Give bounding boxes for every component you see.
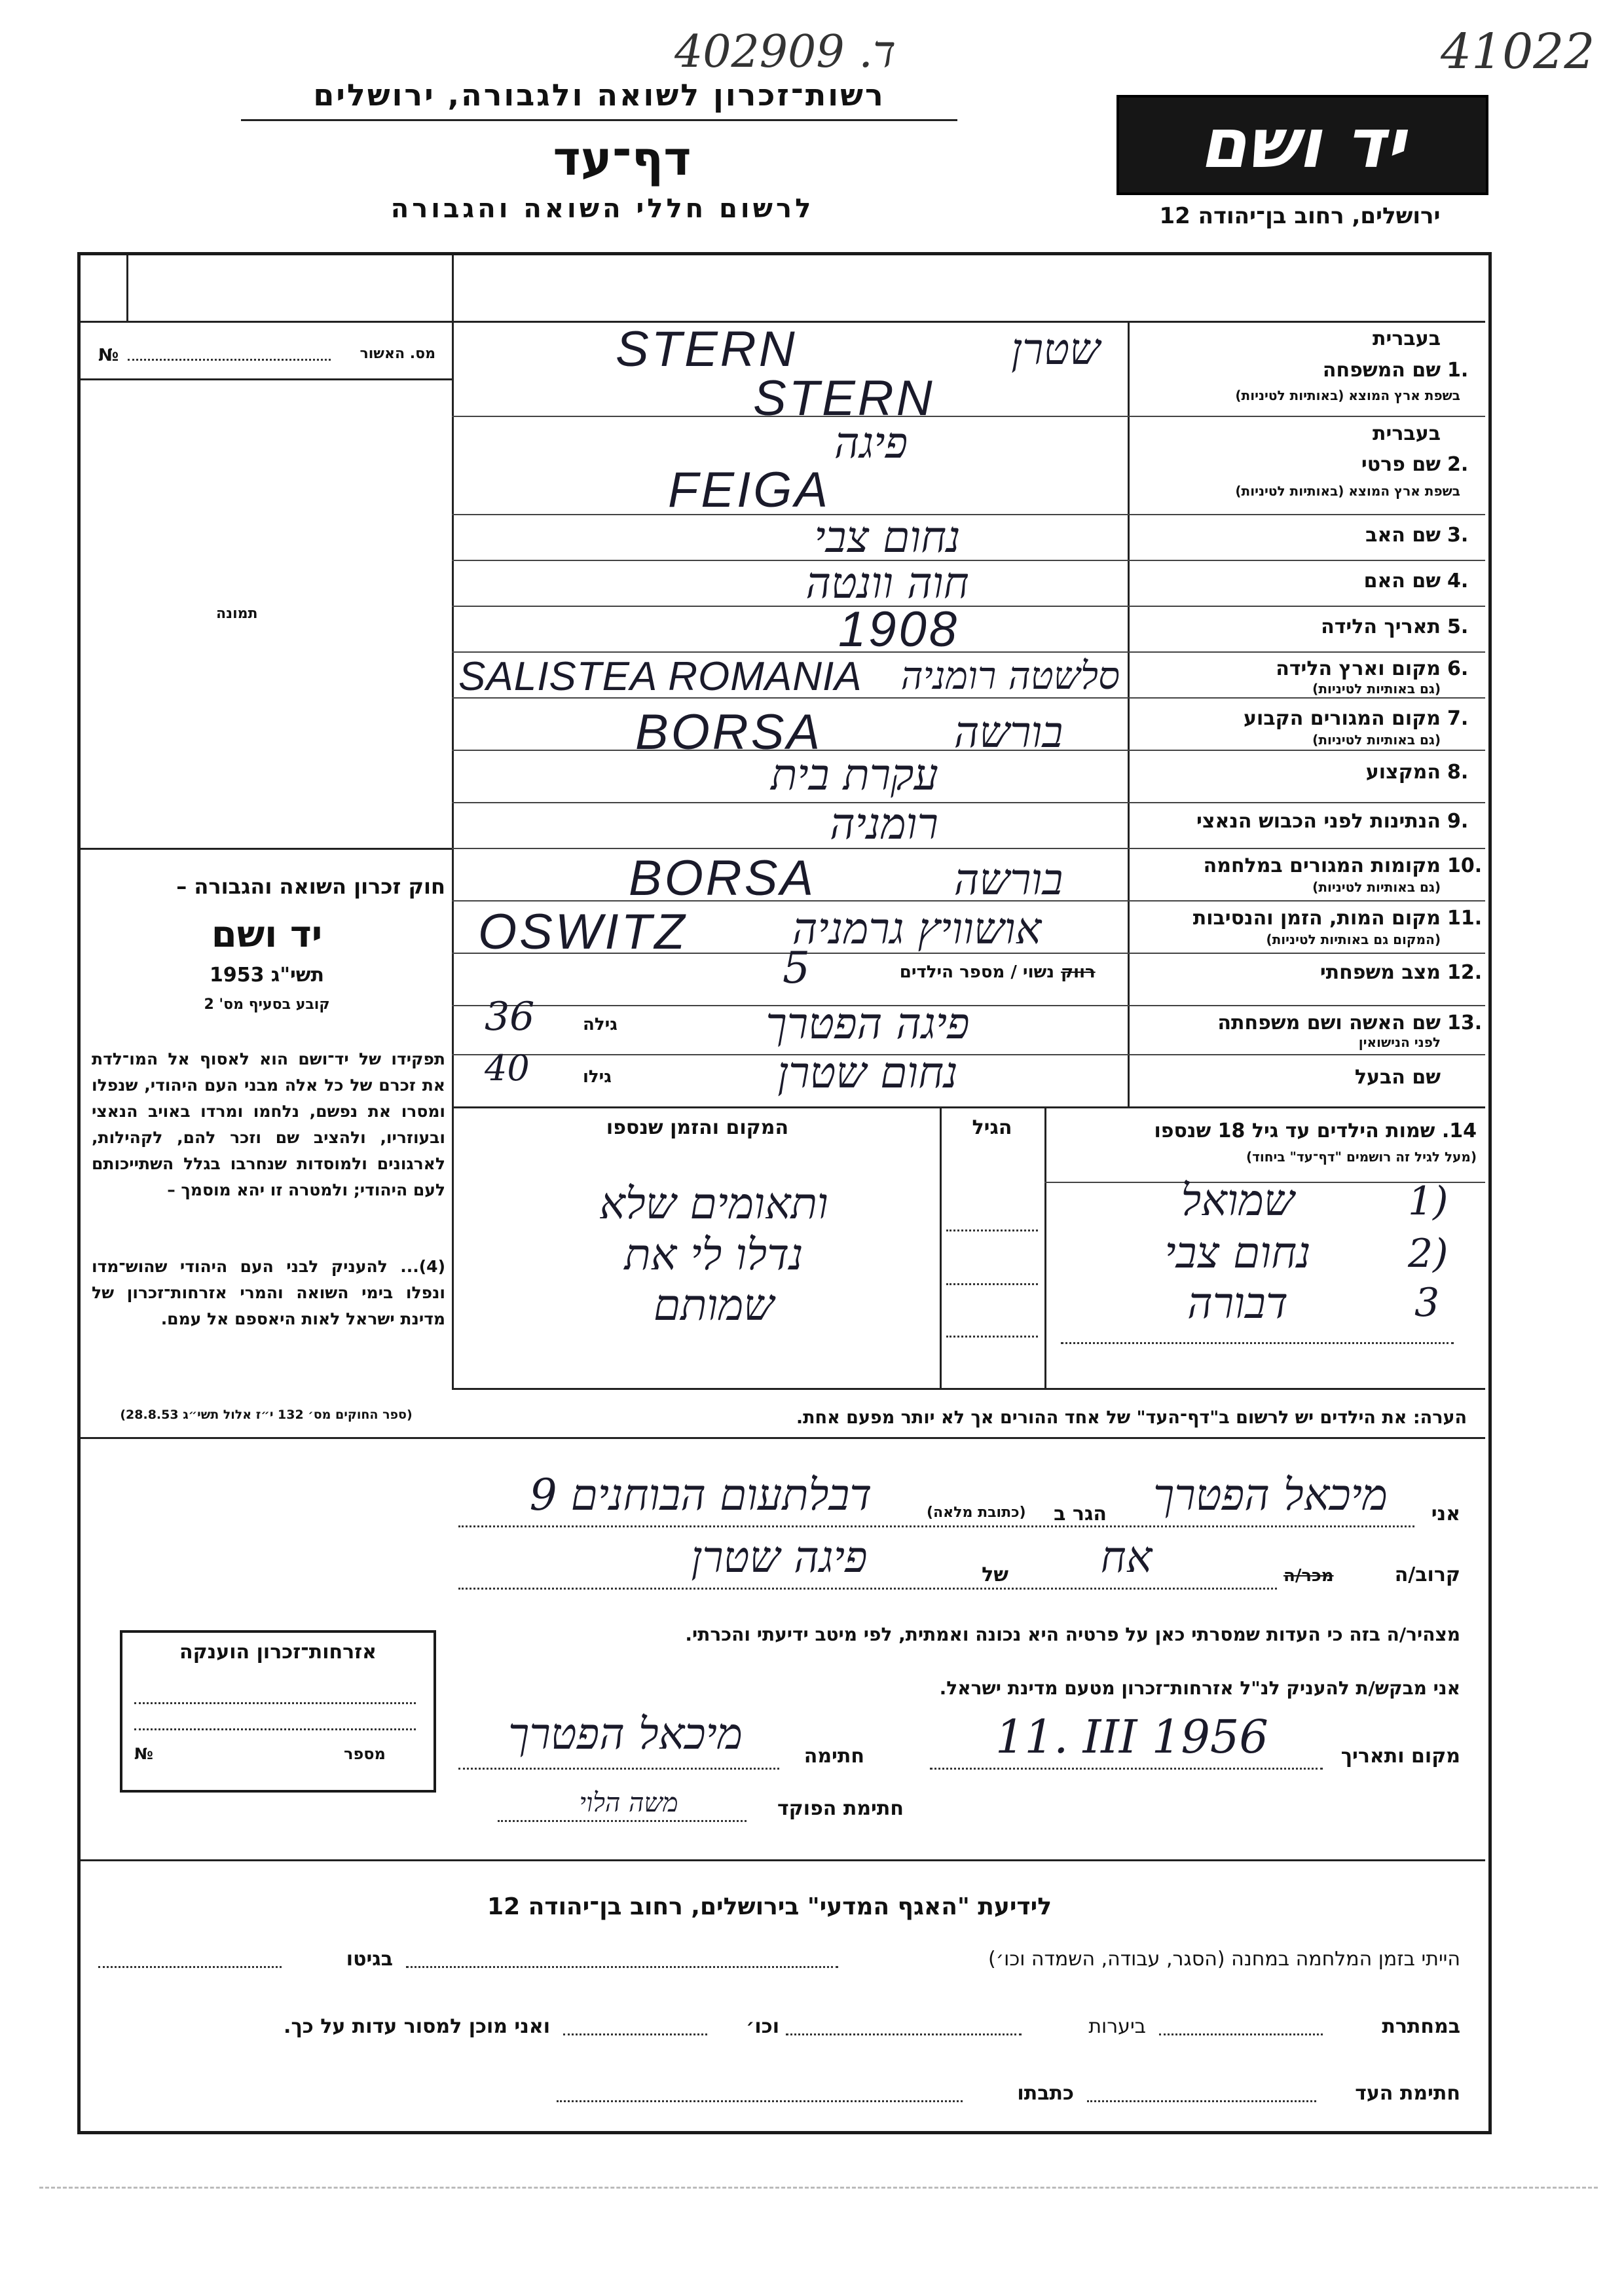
field-6-hebrew: סלשטה רומניה [900, 653, 1120, 698]
decl-gar-label: הגר ב [1054, 1503, 1107, 1525]
decl-signature-label: חתימה [803, 1745, 864, 1768]
field-13-age-label: גילה [583, 1015, 618, 1034]
child-2-name: נחום צבי [1164, 1228, 1311, 1278]
citizenship-box-suffix: № [134, 1745, 153, 1763]
children-label: 14. שמות הילדים עד גיל 18 שנספו [1154, 1120, 1477, 1142]
field-6-number: 6. [1447, 657, 1469, 680]
child-3-name: דבורה [1187, 1278, 1288, 1328]
field-3-number: 3. [1447, 524, 1469, 547]
child-2-place: נדלו לי את [624, 1230, 803, 1280]
field-1-latin: STERN [616, 321, 798, 377]
decl-signature: מיכאל הפטרך [507, 1709, 743, 1759]
address-line: ירושלים, רחוב בן־יהודה 12 [1159, 203, 1441, 229]
decl-address-hint: (כתובת מלאה) [927, 1504, 1026, 1521]
field-1-hebrew: שטרן [1011, 324, 1100, 374]
record-number: 402909 .ד [674, 26, 896, 78]
cert-no-suffix: № [98, 346, 119, 365]
child-1-name: שמואל [1181, 1175, 1295, 1226]
citizenship-box-number: מספר [344, 1745, 386, 1763]
decl-date: 11. III 1956 [995, 1710, 1268, 1764]
field-12-strike: רווק [1061, 962, 1096, 982]
cert-no-label: מס. האשור [360, 346, 435, 362]
husband-age-label: גילו [583, 1067, 612, 1087]
remark: הערה: את הילדים יש לרשום ב"דף־העד" של אחד ההורים אך לא יותר מפעם אחת. [796, 1408, 1467, 1428]
citizenship-box [120, 1630, 436, 1793]
law-year: תשי"ג 1953 [209, 964, 325, 987]
field-1-tag: בעברית [1373, 327, 1441, 350]
children-age-header: הגיל [972, 1116, 1012, 1139]
decl-relation: אח [1100, 1532, 1153, 1582]
field-9-number: 9. [1447, 810, 1469, 833]
husband-age: 40 [485, 1048, 530, 1089]
decl-of-name: פיגה שטרן [691, 1532, 868, 1582]
field-13-age: 36 [485, 994, 535, 1040]
field-11-latin: OSWITZ [478, 904, 688, 960]
decl-of-label: של [982, 1563, 1008, 1586]
field-8-number: 8. [1447, 761, 1469, 784]
field-11-number: 11. [1447, 907, 1483, 930]
decl-ani-name: מיכאל הפטרך [1153, 1470, 1388, 1520]
field-9-label: הנתינות לפני הכבוש הנאצי [1196, 810, 1441, 833]
decl-place-date-label: מקום ותאריך [1340, 1745, 1460, 1768]
law-section: קובע בסעיף מס' 2 [204, 996, 330, 1013]
decl-ani-label: אני [1431, 1503, 1460, 1525]
husband-label: שם הבעל [1354, 1066, 1441, 1089]
field-1-latin-2: STERN [753, 371, 935, 426]
field-5-label: תאריך הלידה [1321, 615, 1441, 638]
children-sub: (מעל לגיל זה רושמים "דף־עד" ביחוד) [1246, 1149, 1477, 1165]
law-title: חוק זכרון השואה והגבורה – [176, 874, 445, 899]
decl-inspector-label: חתימת הפוקד [777, 1797, 904, 1820]
footer-line1-b: בגיטו [346, 1948, 393, 1971]
law-name: יד ושם [211, 913, 323, 956]
field-4-number: 4. [1447, 570, 1469, 592]
law-text: תפקידו של יד־ושם הוא לאסוף אל המו־לדת את זכרם של כל אלה מבני העם היהודי, שנפלו ומסרו את נפשם, נלחמו ומרדו באויב הנאצי ובעוזריו, ולהציב שם וזכר להם, לקהילות, לארגונים ולמוסדות שנחרבו בגלל השתייכותם לעם היהודי; ולמטרה זו יהא מוסמך – [92, 1049, 445, 1199]
field-8-hebrew: עקרת בית [771, 750, 938, 800]
form-subtitle: לרשום חללי השואה והגבורה [390, 194, 815, 224]
field-1-sub: בשפת ארץ המוצא (באותיות לטיניות) [1235, 388, 1460, 403]
law-text-4: (4)... להעניק לבני העם היהודי שהוש־מדו ונפלו בימי השואה והמרי אזרחות־זכרון של מדינת ישראל לאות היאספם אל עמם. [92, 1257, 445, 1328]
scan-artifact-line [39, 2187, 1598, 2189]
field-10-hebrew: בורשה [953, 854, 1063, 905]
law-citation: (ספר החוקים מס׳ 132 י״ז אלול תשי״ג 28.8.53) [120, 1408, 413, 1422]
footer-line2-b: ביערות [1088, 2015, 1146, 2038]
field-13-number: 13. [1447, 1011, 1483, 1034]
field-10-label: מקומות המגורים במלחמה [1203, 854, 1441, 877]
field-10-latin: BORSA [629, 850, 817, 906]
field-2-tag: בעברית [1373, 422, 1441, 445]
field-6-sub: (גם באותיות לטיניות) [1312, 681, 1441, 697]
form-title: דף־עד [553, 131, 692, 186]
authority-line: רשות־זכרון לשואה ולגבורה, ירושלים [313, 77, 885, 113]
field-2-latin: FEIGA [668, 462, 831, 518]
citizenship-box-title: אזרחות־זכרון הוענקה [179, 1641, 377, 1664]
field-7-label: מקום המגורים הקבוע [1244, 707, 1441, 730]
field-13-label: שם האשה ושם משפחתה [1217, 1011, 1441, 1034]
field-3-hebrew: נחום צבי [814, 512, 961, 562]
field-1-label: שם המשפחה [1322, 359, 1441, 382]
field-12-hand: 5 [783, 943, 810, 993]
children-place-header: המקום והזמן שנספו [606, 1116, 789, 1139]
footer-line2-c: וכו׳ [746, 2015, 779, 2038]
child-1-place: ותאומים שלא [599, 1178, 828, 1229]
child-1-index: 1) [1408, 1178, 1449, 1224]
yad-vashem-logo [1116, 95, 1488, 195]
field-6-label: מקום וארץ הלידה [1276, 657, 1441, 680]
field-10-number: 10. [1447, 854, 1483, 877]
field-1-number: 1. [1447, 359, 1469, 382]
logo-text: יד ושם [1200, 103, 1405, 183]
field-12-printed: נשוי / מספר הילדים [899, 962, 1054, 982]
footer-line2-a: במחתרת [1382, 2015, 1460, 2038]
authority-underline [241, 119, 957, 121]
field-12-label: מצב משפחתי [1320, 961, 1441, 984]
field-8-label: המקצוע [1365, 761, 1441, 784]
field-4-label: שם האם [1363, 570, 1441, 592]
decl-inspector-signature: משה הלוי [579, 1788, 678, 1818]
field-2-sub: בשפת ארץ המוצא (באותיות לטיניות) [1235, 483, 1460, 499]
husband-hebrew: נחום שטרן [777, 1048, 958, 1098]
page-number: 41022 [1441, 24, 1595, 80]
field-2-label: שם פרטי [1361, 453, 1441, 476]
field-2-number: 2. [1447, 453, 1469, 476]
field-5-number: 5. [1447, 615, 1469, 638]
field-10-sub: (גם באותיות לטיניות) [1312, 879, 1441, 895]
field-5-latin: 1908 [838, 602, 960, 657]
field-7-hebrew: בורשה [953, 707, 1063, 757]
field-2-hebrew: פיגה [834, 418, 908, 468]
decl-relative-label: קרוב/ה [1394, 1563, 1460, 1586]
footer-notice: לידיעת "האגף המדעי" בירושלים, רחוב בן־יהודה 12 [487, 1893, 1052, 1920]
decl-statement: מצהיר/ה בזה כי העדות שמסרתי כאן על פרטיה היא נכונה ואמתית, לפי מיטב ידיעתי והכרתי. [685, 1624, 1460, 1645]
child-3-place: שמותם [653, 1280, 775, 1330]
footer-line2-d: ואני מוכן למסור עדות על כך. [284, 2015, 550, 2038]
decl-relative-strike: מכר/ה [1283, 1566, 1334, 1586]
field-11-hebrew: אושוויץ גרמניה [792, 903, 1042, 954]
field-11-sub: (המקום גם באותיות לטיניות) [1266, 932, 1441, 947]
field-13-hebrew: פיגה הפטרך [766, 998, 970, 1049]
field-9-hebrew: רומניה [830, 799, 938, 849]
footer-line3-a: חתימת העד [1355, 2082, 1460, 2105]
field-4-hebrew: חוה וונטה [805, 558, 969, 608]
footer-line3-b: כתבתו [1017, 2082, 1074, 2105]
decl-address-value: דבלתעום הבוחנים 9 [529, 1470, 872, 1520]
child-3-index: 3 [1414, 1280, 1440, 1326]
field-7-sub: (גם באותיות לטיניות) [1312, 732, 1441, 748]
field-7-latin: BORSA [635, 704, 823, 760]
field-13-sub: לפני הנישואין [1358, 1034, 1441, 1050]
photo-label: תמונה [216, 606, 258, 622]
field-11-label: מקום המות, הזמן והנסיבות [1192, 907, 1441, 930]
field-3-label: שם האב [1365, 524, 1441, 547]
field-6-latin: SALISTEA ROMANIA [458, 654, 862, 699]
field-12-number: 12. [1447, 961, 1483, 984]
field-7-number: 7. [1447, 707, 1469, 730]
child-2-index: 2) [1408, 1231, 1449, 1277]
footer-line1-a: הייתי בזמן המלחמה במחנה (הסגר, עבודה, השמדה וכו׳) [987, 1948, 1460, 1971]
decl-request: אני מבקש/ת להעניק לנ"ל אזרחות־זכרון מטעם מדינת ישראל. [939, 1677, 1460, 1699]
